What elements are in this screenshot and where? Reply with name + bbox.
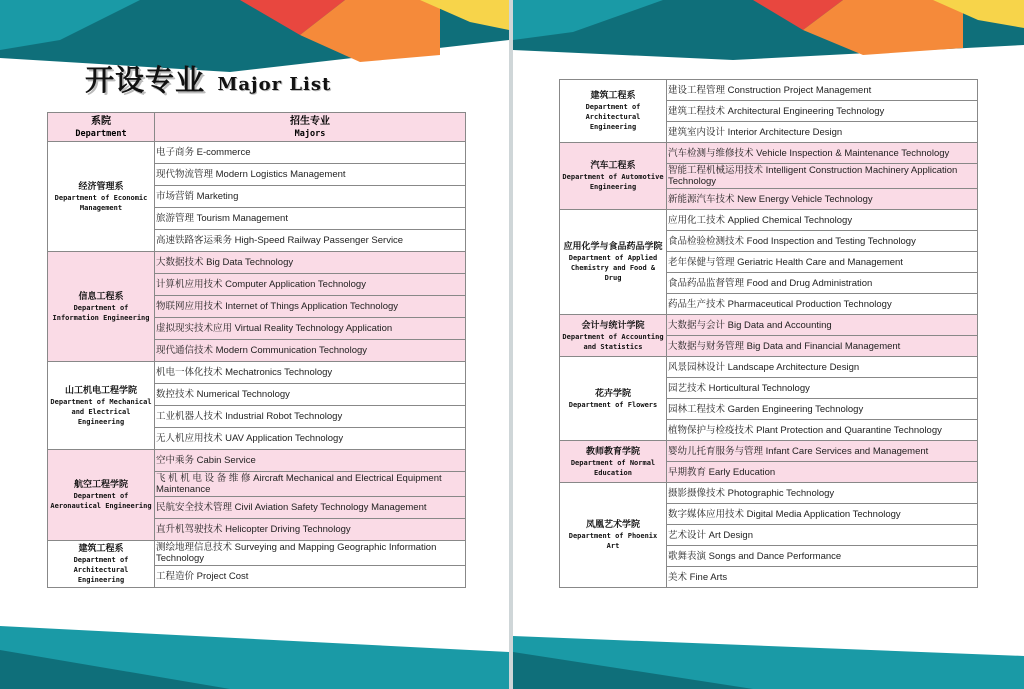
major-cell: 市场营销 Marketing [155, 186, 466, 208]
major-cell: 建筑工程技术 Architectural Engineering Technology [667, 101, 978, 122]
major-cell: 建设工程管理 Construction Project Management [667, 80, 978, 101]
major-cell: 工业机器人技术 Industrial Robot Technology [155, 406, 466, 428]
department-name-cn: 教师教育学院 [585, 446, 640, 457]
department-name-cn: 航空工程学院 [73, 480, 128, 490]
major-cell: 虚拟现实技术应用 Virtual Reality Technology Application [155, 318, 466, 340]
department-cell [560, 210, 667, 315]
department-name-cn: 信息工程系 [78, 291, 124, 302]
major-cell: 测绘地理信息技术 Surveying and Mapping Geographic Information Technology [155, 541, 466, 566]
department-cell [560, 483, 667, 588]
department-name-en: Department of Information Engineering [52, 303, 150, 322]
major-cell: 智能工程机械运用技术 Intelligent Construction Machinery Application Technology [667, 164, 978, 189]
department-cell [48, 541, 155, 588]
major-cell: 大数据与会计 Big Data and Accounting [667, 315, 978, 336]
major-cell: 数字媒体应用技术 Digital Media Application Technology [667, 504, 978, 525]
department-name-en: Department of Normal Education [570, 458, 656, 477]
department-name-cn: 经济管理系 [78, 181, 124, 192]
department-name-cn: 花卉学院 [594, 388, 631, 399]
major-list-table-left [47, 112, 466, 588]
table-row [48, 450, 466, 472]
major-cell: 汽车检测与维修技术 Vehicle Inspection & Maintenance Technology [667, 143, 978, 164]
department-name-cn: 山工机电工程学院 [64, 385, 137, 396]
department-name-cn: 凤凰艺术学院 [585, 520, 640, 530]
table-row [560, 210, 978, 231]
department-name-en: Department of Automotive Engineering [562, 173, 664, 191]
page-title [85, 58, 331, 99]
major-cell: 歌舞表演 Songs and Dance Performance [667, 546, 978, 567]
major-cell: 园林工程技术 Garden Engineering Technology [667, 399, 978, 420]
major-cell: 新能源汽车技术 New Energy Vehicle Technology [667, 189, 978, 210]
major-cell: 婴幼儿托育服务与管理 Infant Care Services and Management [667, 441, 978, 462]
table-row [48, 142, 466, 164]
major-cell: 建筑室内设计 Interior Architecture Design [667, 122, 978, 143]
major-cell: 艺术设计 Art Design [667, 525, 978, 546]
major-cell: 旅游管理 Tourism Management [155, 208, 466, 230]
major-cell: 工程造价 Project Cost [155, 566, 466, 588]
table-row [560, 80, 978, 101]
table-header-row [48, 113, 466, 142]
department-name-en: Department of Economic Management [54, 193, 148, 212]
major-cell: 药品生产技术 Pharmaceutical Production Technology [667, 294, 978, 315]
major-cell: 数控技术 Numerical Technology [155, 384, 466, 406]
table-row [48, 541, 466, 566]
table-row [560, 441, 978, 462]
major-list-table-right [559, 79, 978, 588]
major-cell: 应用化工技术 Applied Chemical Technology [667, 210, 978, 231]
header-department [48, 113, 155, 142]
title-english: Major List [217, 74, 332, 95]
major-cell: 老年保健与管理 Geriatric Health Care and Management [667, 252, 978, 273]
department-name-cn: 应用化学与食品药品学院 [563, 242, 663, 252]
major-cell: 飞 机 机 电 设 备 维 修 Aircraft Mechanical and Electrical Equipment Maintenance [155, 472, 466, 497]
major-cell: 早期教育 Early Education [667, 462, 978, 483]
major-cell: 大数据技术 Big Data Technology [155, 252, 466, 274]
department-cell [560, 80, 667, 143]
header-department-en: Department [75, 128, 127, 139]
table-row [560, 143, 978, 164]
major-cell: 空中乘务 Cabin Service [155, 450, 466, 472]
department-cell [560, 357, 667, 441]
major-cell: 现代通信技术 Modern Communication Technology [155, 340, 466, 362]
department-name-cn: 建筑工程系 [78, 544, 124, 554]
table-row [48, 252, 466, 274]
department-cell [560, 315, 667, 357]
major-cell: 物联网应用技术 Internet of Things Application Technology [155, 296, 466, 318]
department-cell [48, 450, 155, 541]
department-name-cn: 汽车工程系 [590, 161, 636, 171]
major-cell: 计算机应用技术 Computer Application Technology [155, 274, 466, 296]
table-row [48, 362, 466, 384]
department-name-en: Department of Architectural Engineering [73, 556, 129, 584]
major-cell: 摄影摄像技术 Photographic Technology [667, 483, 978, 504]
header-department-cn: 系院 [91, 115, 111, 127]
department-cell [560, 143, 667, 210]
department-cell [48, 362, 155, 450]
major-cell: 美术 Fine Arts [667, 567, 978, 588]
department-name-en: Department of Aeronautical Engineering [50, 492, 152, 510]
major-cell: 食品药品监督管理 Food and Drug Administration [667, 273, 978, 294]
major-cell: 植物保护与检疫技术 Plant Protection and Quarantine Technology [667, 420, 978, 441]
department-name-cn: 建筑工程系 [590, 91, 636, 101]
header-majors-en: Majors [294, 128, 326, 139]
major-cell: 风景园林设计 Landscape Architecture Design [667, 357, 978, 378]
department-name-en: Department of Mechanical and Electrical Engineering [50, 397, 152, 426]
major-cell: 园艺技术 Horticultural Technology [667, 378, 978, 399]
major-cell: 高速铁路客运乘务 High-Speed Railway Passenger Service [155, 230, 466, 252]
major-cell: 机电一体化技术 Mechatronics Technology [155, 362, 466, 384]
department-name-en: Department of Accounting and Statistics [562, 332, 664, 351]
major-cell: 无人机应用技术 UAV Application Technology [155, 428, 466, 450]
department-name-en: Department of Applied Chemistry and Food & Drug [568, 254, 658, 282]
department-name-en: Department of Architectural Engineering [585, 103, 641, 131]
right-page [513, 0, 1024, 689]
left-page [0, 0, 509, 689]
department-name-cn: 会计与统计学院 [581, 320, 645, 331]
department-name-en: Department of Phoenix Art [568, 532, 658, 550]
major-cell: 直升机驾驶技术 Helicopter Driving Technology [155, 519, 466, 541]
table-row [560, 483, 978, 504]
header-majors-cn: 招生专业 [290, 115, 330, 127]
department-cell [48, 142, 155, 252]
department-cell [48, 252, 155, 362]
major-cell: 民航安全技术管理 Civil Aviation Safety Technology Management [155, 497, 466, 519]
title-chinese: 开设专业 [85, 63, 206, 97]
major-cell: 现代物流管理 Modern Logistics Management [155, 164, 466, 186]
major-cell: 电子商务 E-commerce [155, 142, 466, 164]
major-cell: 大数据与财务管理 Big Data and Financial Management [667, 336, 978, 357]
header-majors [155, 113, 466, 142]
department-cell [560, 441, 667, 483]
table-row [560, 357, 978, 378]
table-row [560, 315, 978, 336]
major-cell: 食品检验检测技术 Food Inspection and Testing Technology [667, 231, 978, 252]
department-name-en: Department of Flowers [568, 400, 658, 409]
